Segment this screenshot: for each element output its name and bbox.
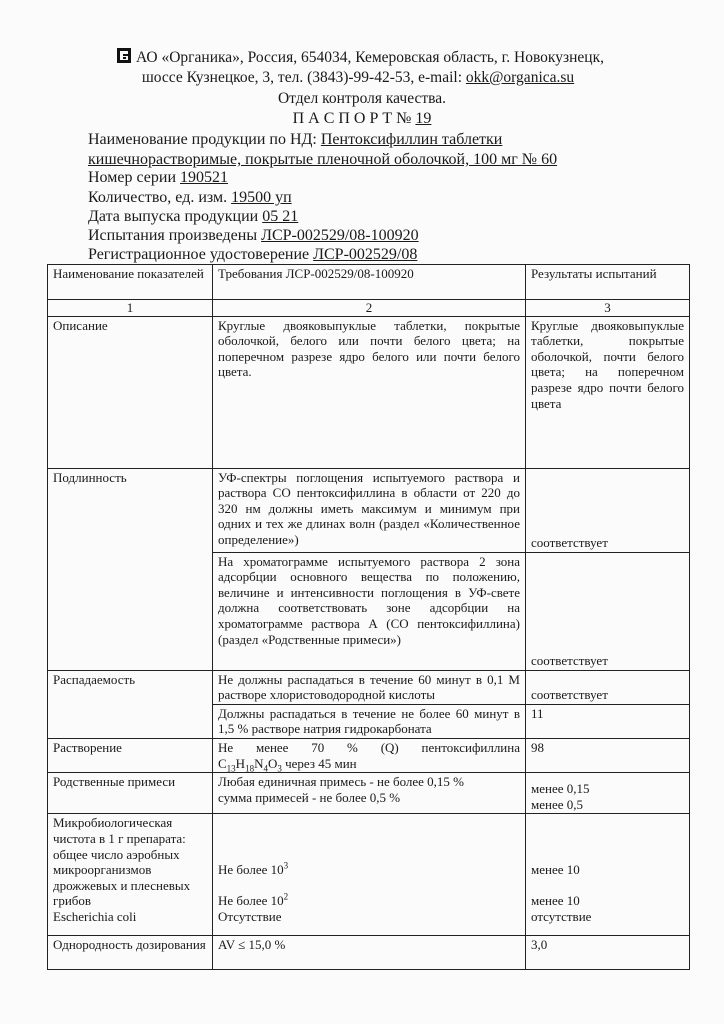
row-result xyxy=(526,773,690,814)
email-link[interactable]: okk@organica.su xyxy=(465,69,575,86)
table-row-dissolution xyxy=(48,738,690,772)
date-value: 05 21 xyxy=(262,208,299,225)
row-result: 11 xyxy=(526,704,690,738)
impurity-res-2: менее 0,5 xyxy=(531,796,583,812)
quantity-label: Количество, ед. изм. xyxy=(88,189,232,206)
quantity-field xyxy=(88,188,292,208)
row-result: соответствует xyxy=(526,468,690,552)
table-row-impurities xyxy=(48,773,690,814)
row-name: Подлинность xyxy=(48,468,213,670)
row-requirement: Круглые двояковыпуклые таблетки, покрытые оболочкой, белого или почти белого цвета; на поперечном разрезе ядро белого или почти белого цвета. xyxy=(213,316,526,468)
table-row-uniformity xyxy=(48,936,690,970)
passport-table xyxy=(47,264,690,970)
address-text: шоссе Кузнецкое, 3, тел. (3843)-99-42-53, e-mail: xyxy=(141,69,466,86)
row-result: 3,0 xyxy=(526,936,690,970)
product-label: Наименование продукции по НД: xyxy=(88,131,321,148)
header-name: Наименование показателей xyxy=(48,265,213,300)
micro-res-1: менее 10 xyxy=(531,862,580,878)
impurity-req-2: сумма примесей - не более 0,5 % xyxy=(218,789,401,805)
address-line xyxy=(0,68,720,88)
registration-field xyxy=(88,245,417,265)
row-name: Растворение xyxy=(48,738,213,772)
department-title: Отдел контроля качества. xyxy=(277,90,447,107)
passport-label: П А С П О Р Т № xyxy=(292,110,416,127)
micro-req-2: Не более $10^2$ xyxy=(218,891,289,908)
micro-name-1: Микробиологическая чистота в 1 г препарата: xyxy=(53,815,186,846)
row-requirement xyxy=(213,814,526,936)
micro-req-3: Отсутствие xyxy=(218,908,282,924)
table-row-disintegration-1 xyxy=(48,670,690,704)
row-result: Круглые двояковыпуклые таблетки, покрытые оболочкой, почти белого цвета; на поперечном разрезе ядро почти белого цвета xyxy=(526,316,690,468)
tests-label: Испытания произведены xyxy=(88,227,262,244)
product-value-2: кишечнорастворимые, покрытые пленочной оболочкой, 100 мг № 60 xyxy=(88,151,558,168)
dissolution-time: через 45 мин xyxy=(281,755,357,771)
formula: $C_{13}H_{18}N_4O_3$ xyxy=(218,755,282,774)
series-field xyxy=(88,168,228,188)
passport-number: 19 xyxy=(415,110,432,127)
row-result: соответствует xyxy=(526,552,690,670)
col-number-2: 2 xyxy=(213,300,526,317)
row-name xyxy=(48,814,213,936)
product-value-1: Пентоксифиллин таблетки xyxy=(320,131,503,148)
row-requirement: AV ≤ 15,0 % xyxy=(213,936,526,970)
series-label: Номер серии xyxy=(88,169,180,186)
table-row-authenticity-1 xyxy=(48,468,690,552)
table-row-description xyxy=(48,316,690,468)
header-requirements: Требования ЛСР-002529/08-100920 xyxy=(213,265,526,300)
row-requirement: Не должны распадаться в течение 60 минут в 0,1 М растворе хлористоводородной кислоты xyxy=(213,670,526,704)
organika-logo-icon xyxy=(116,47,132,64)
row-name: Распадаемость xyxy=(48,670,213,738)
header-results: Результаты испытаний xyxy=(526,265,690,300)
product-field-cont xyxy=(88,150,557,170)
company-text: АО «Органика», Россия, 654034, Кемеровская область, г. Новокузнецк, xyxy=(135,49,604,66)
row-name: Однородность дозирования xyxy=(48,936,213,970)
column-number-row xyxy=(48,300,690,317)
dissolution-req-line: Не менее 70 % (Q) пентоксифиллина xyxy=(218,739,520,755)
date-field xyxy=(88,207,298,227)
row-requirement: Должны распадаться в течение не более 60 минут в 1,5 % растворе натрия гидрокарбоната xyxy=(213,704,526,738)
quantity-value: 19500 уп xyxy=(231,189,292,206)
micro-res-2: менее 10 xyxy=(531,892,580,908)
row-name: Описание xyxy=(48,316,213,468)
table-header-row xyxy=(48,265,690,300)
row-result xyxy=(526,814,690,936)
company-line xyxy=(0,47,722,68)
tests-value: ЛСР-002529/08-100920 xyxy=(261,227,419,244)
row-result: соответствует xyxy=(526,670,690,704)
micro-res-3: отсутствие xyxy=(531,908,592,924)
row-result: 98 xyxy=(526,738,690,772)
product-field xyxy=(88,130,502,150)
reg-value: ЛСР-002529/08 xyxy=(313,246,418,263)
micro-req-1: Не более $10^3$ xyxy=(218,861,289,878)
row-name: Родственные примеси xyxy=(48,773,213,814)
tests-field xyxy=(88,226,419,246)
series-value: 190521 xyxy=(180,169,228,186)
row-requirement: На хроматограмме испытуемого раствора 2 зона адсорбции основного вещества по положению, величине и интенсивности поглощения в УФ-свете должна соответствовать зоне адсорбции на хроматограмме раствора А (СО пентоксифиллина) (раздел «Родственные примеси») xyxy=(213,552,526,670)
date-label: Дата выпуска продукции xyxy=(88,208,263,225)
micro-name-2: общее число аэробных микроорганизмов xyxy=(53,846,180,878)
col-number-1: 1 xyxy=(48,300,213,317)
impurity-req-1: Любая единичная примесь - не более 0,15 % xyxy=(218,774,465,790)
micro-name-3: дрожжевых и плесневых грибов xyxy=(53,877,191,909)
col-number-3: 3 xyxy=(526,300,690,317)
passport-title xyxy=(0,109,724,129)
reg-label: Регистрационное удостоверение xyxy=(88,246,314,263)
micro-name-4: Escherichia coli xyxy=(53,908,137,924)
impurity-res-1: менее 0,15 xyxy=(531,781,590,797)
table-row-microbiology xyxy=(48,814,690,936)
row-requirement: УФ-спектры поглощения испытуемого раствора и раствора СО пентоксифиллина в области от 220 до 320 нм должны иметь максимум и минимум при одних и тех же длинах волн (раздел «Количественное определение») xyxy=(213,468,526,552)
row-requirement xyxy=(213,738,526,772)
row-requirement xyxy=(213,773,526,814)
